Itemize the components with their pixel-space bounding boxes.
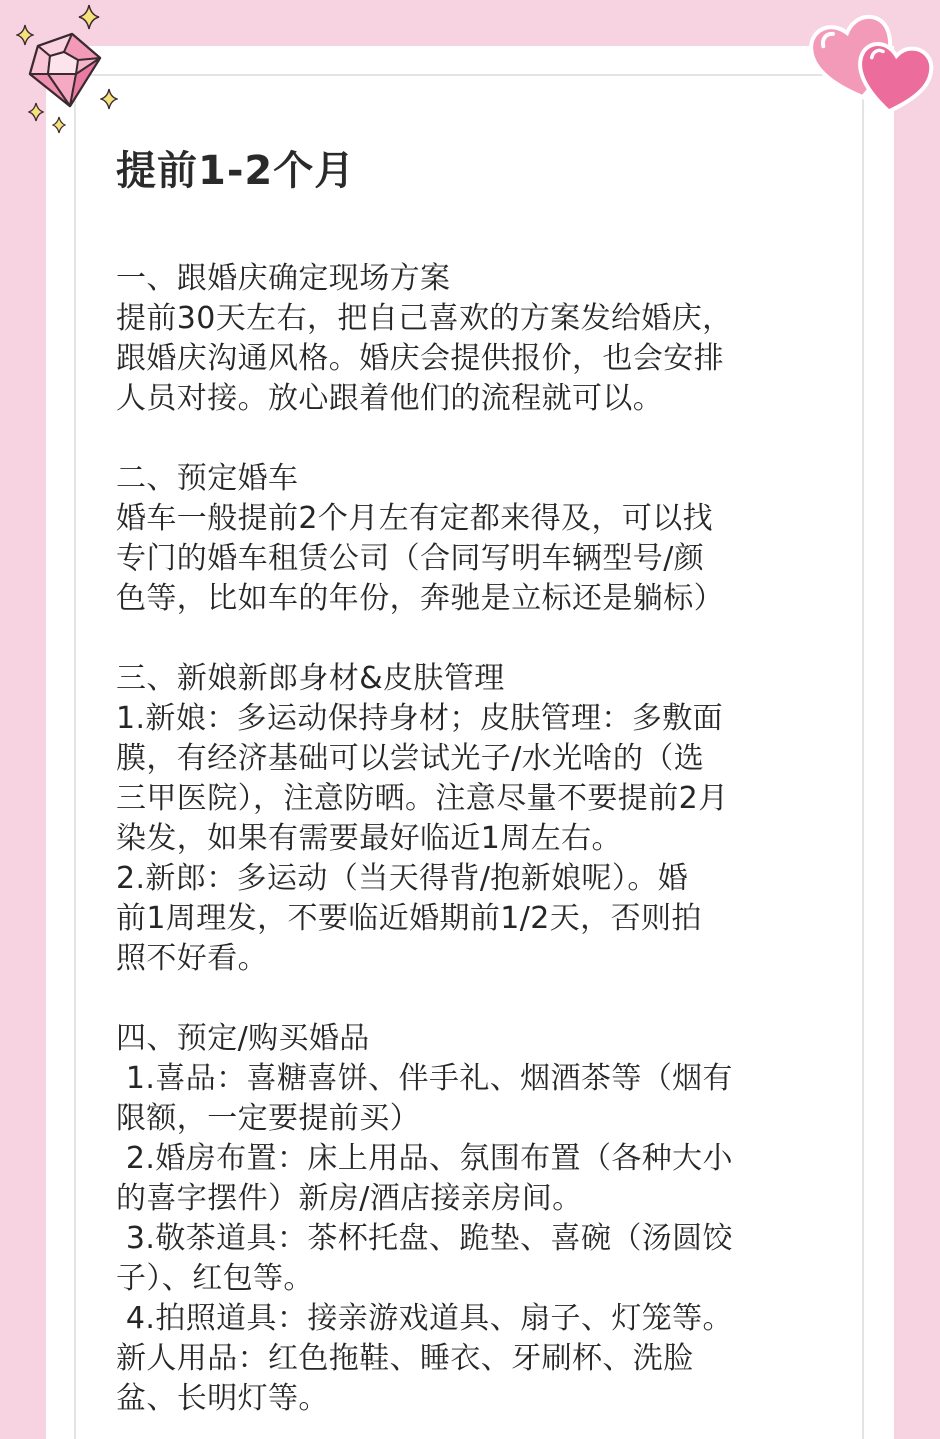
paragraph-line: 跟婚庆沟通风格。婚庆会提供报价，也会安排 [116,341,724,376]
section-heading: 三、新娘新郎身材&皮肤管理 [116,661,505,696]
sparkle-icon [100,88,118,110]
paragraph-line: 4.拍照道具：接亲游戏道具、扇子、灯笼等。 [116,1301,733,1336]
paragraph-line: 照不好看。 [116,941,268,976]
spacer [116,419,846,459]
paragraph-line: 前1周理发，不要临近婚期前1/2天，否则拍 [116,901,702,936]
paragraph-line: 提前30天左右，把自己喜欢的方案发给婚庆， [116,301,733,336]
paragraph-line: 盆、长明灯等。 [116,1381,329,1416]
paragraph-line: 1.喜品：喜糖喜饼、伴手礼、烟酒茶等（烟有 [116,1061,733,1096]
spacer [116,979,846,1019]
spacer [116,619,846,659]
sparkle-icon [52,116,66,134]
paragraph-line: 三甲医院），注意防晒。注意尽量不要提前2月 [116,781,729,816]
heart-icon [804,6,936,116]
section-heading: 二、预定婚车 [116,461,299,496]
paragraph-line: 膜，有经济基础可以尝试光子/水光啥的（选 [116,741,705,776]
paragraph-line: 子）、红包等。 [116,1261,314,1296]
paragraph-line: 染发，如果有需要最好临近1周左右。 [116,821,622,856]
sparkle-icon [28,102,44,122]
paragraph-line: 婚车一般提前2个月左有定都来得及，可以找 [116,501,714,536]
paragraph-line: 的喜字摆件）新房/酒店接亲房间。 [116,1181,583,1216]
paragraph-line: 1.新娘：多运动保持身材；皮肤管理：多敷面 [116,701,724,736]
sparkle-icon [78,4,100,30]
page-title: 提前1-2个月 [116,148,356,194]
section-heading: 四、预定/购买婚品 [116,1021,370,1056]
article-body [116,259,846,1419]
paragraph-line: 专门的婚车租赁公司（合同写明车辆型号/颜 [116,541,705,576]
section-heading: 一、跟婚庆确定现场方案 [116,261,451,296]
paragraph-line: 色等，比如车的年份，奔驰是立标还是躺标） [116,581,724,616]
sparkle-icon [16,24,34,46]
paragraph-line: 2.婚房布置：床上用品、氛围布置（各种大小 [116,1141,733,1176]
paragraph-line: 人员对接。放心跟着他们的流程就可以。 [116,381,664,416]
paragraph-line: 2.新郎：多运动（当天得背/抱新娘呢）。婚 [116,861,689,896]
paragraph-line: 新人用品：红色拖鞋、睡衣、牙刷杯、洗脸 [116,1341,694,1376]
paragraph-line: 限额，一定要提前买） [116,1101,420,1136]
paragraph-line: 3.敬茶道具：茶杯托盘、跪垫、喜碗（汤圆饺 [116,1221,733,1256]
